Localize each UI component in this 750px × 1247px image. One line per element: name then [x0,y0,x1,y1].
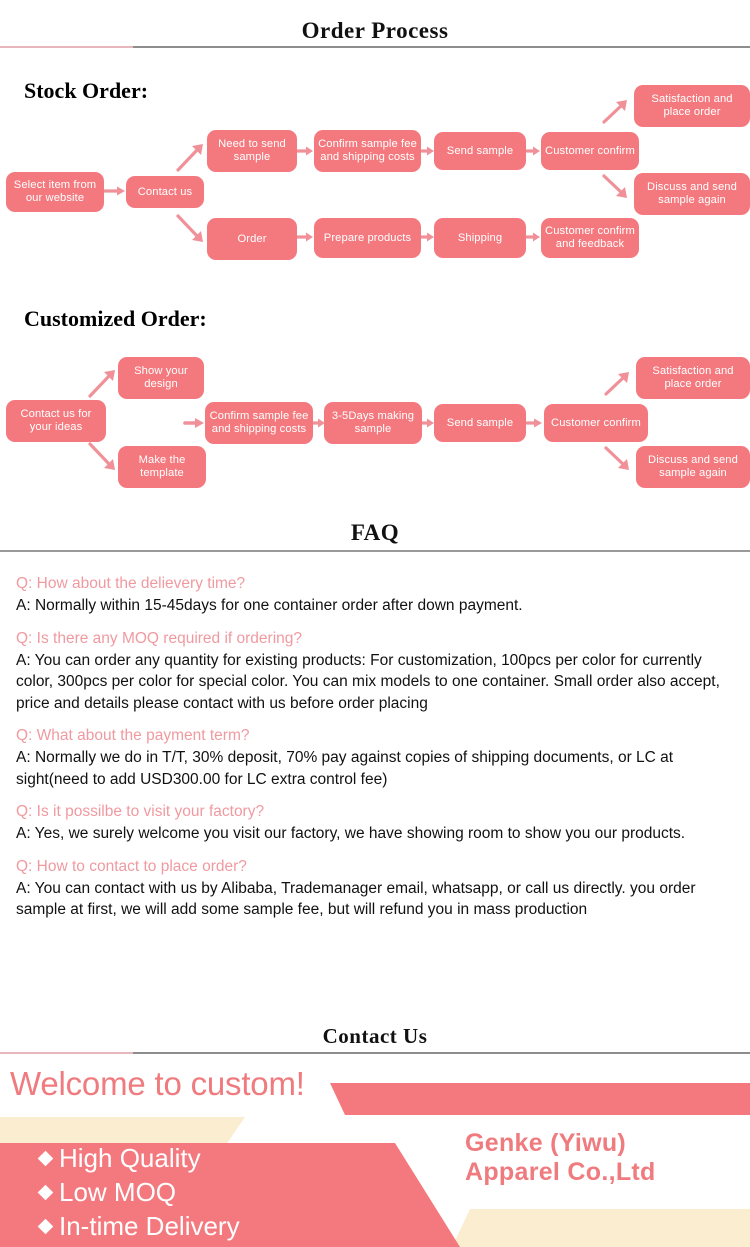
flow-node-customer-confirm: Customer confirm [541,132,639,170]
arrow-right-icon [104,182,128,200]
contact-us-divider [0,1052,750,1054]
banner-bullet-label: High Quality [59,1143,201,1173]
flow-node-prepare-products: Prepare products [314,218,421,258]
diamond-bullet-icon [38,1184,54,1200]
arrow-right-icon [526,229,542,245]
arrow-up-right-icon [602,96,632,126]
flow-node-shipping: Shipping [434,218,526,258]
faq-question: Q: How about the delievery time? [16,575,246,592]
arrow-up-right-icon [176,140,208,174]
flow-node-order: Order [207,218,297,260]
faq-question: Q: Is there any MOQ required if ordering? [16,629,303,647]
faq-question: Q: How to contact to place order? [16,857,247,875]
faq-answer: A: Normally within 15-45days for one container order after down payment. [16,597,523,614]
flow-node-days-making-sample: 3-5Days making sample [324,402,422,444]
faq-question: Q: What about the payment term? [16,727,250,744]
flow-node-satisfaction2: Satisfaction and place order [636,357,750,399]
diamond-bullet-icon [38,1218,54,1234]
banner-bullet-label: Low MOQ [59,1177,177,1207]
faq-divider [0,550,750,552]
arrow-up-right-icon [88,366,120,400]
faq-answer: A: You can order any quantity for existing products: For customization, 100pcs per color for currently color, 300pcs per color for special color. You can mix models to one container. Small order also accept, price and details please contact with us before order placing [16,651,720,712]
company-name-line2: Apparel Co.,Ltd [465,1158,656,1186]
faq-answer: A: Normally we do in T/T, 30% deposit, 70% pay against copies of shipping documents, or LC at sight(need to add USD300.00 for LC extra control fee) [16,749,674,788]
flow-node-need-send-sample: Need to send sample [207,130,297,172]
flow-node-send-sample: Send sample [434,132,526,170]
flow-node-discuss-send-again: Discuss and send sample again [634,173,750,215]
faq-list [16,574,736,933]
stock-order-label: Stock Order: [24,78,149,103]
company-name [465,1129,656,1187]
faq-answer: A: Yes, we surely welcome you visit our factory, we have showing room to show you our products. [16,825,686,842]
bottom-banner [0,1059,750,1247]
arrow-right-icon [421,229,435,245]
faq-header [0,520,750,546]
arrow-down-right-icon [176,212,208,246]
faq-item [16,574,736,617]
banner-bullet-item [40,1209,240,1243]
faq-item [16,802,736,845]
flow-node-contact-ideas: Contact us for your ideas [6,400,106,442]
flow-node-show-design: Show your design [118,357,204,399]
flow-node-customer-confirm2: Customer confirm [544,404,648,442]
banner-bullet-label: In-time Delivery [59,1211,240,1241]
arrow-right-icon [526,415,544,431]
company-name-line1: Genke (Yiwu) [465,1129,627,1157]
flow-node-customer-feedback: Customer confirm and feedback [541,218,639,258]
page-title: Order Process [301,18,449,43]
flow-node-confirm-sample-fee: Confirm sample fee and shipping costs [314,130,421,172]
customized-order-label: Customized Order: [24,306,207,331]
diamond-bullet-icon [38,1150,54,1166]
arrow-right-icon [526,143,542,159]
welcome-headline: Welcome to custom! [10,1065,305,1102]
arrow-down-right-icon [602,172,632,202]
contact-us-title: Contact Us [322,1024,428,1048]
faq-title: FAQ [350,520,400,545]
flow-node-send-sample2: Send sample [434,404,526,442]
flow-node-contact-us: Contact us [126,176,204,208]
flow-node-satisfaction: Satisfaction and place order [634,85,750,127]
faq-answer: A: You can contact with us by Alibaba, Trademanager email, whatsapp, or call us directly. you order sample at first, we will add some sample fee, but will refund you in mass production [16,879,696,918]
faq-question: Q: Is it possilbe to visit your factory? [16,803,265,820]
banner-bullet-item [40,1141,240,1175]
arrow-right-icon [421,415,435,431]
arrow-up-right-icon [604,368,634,398]
arrow-down-right-icon [88,440,120,474]
contact-us-header [0,1024,750,1049]
banner-bullet-item [40,1175,240,1209]
flow-node-make-template: Make the template [118,446,206,488]
arrow-right-icon [421,143,435,159]
arrow-down-right-icon [604,444,634,474]
flow-node-select-item: Select item from our website [6,172,104,212]
faq-item [16,726,736,790]
flow-node-discuss-send-again2: Discuss and send sample again [636,446,750,488]
arrow-right-icon [297,143,315,159]
faq-item [16,857,736,921]
flow-node-confirm-sample-fee2: Confirm sample fee and shipping costs [205,402,313,444]
banner-bullet-list [40,1141,240,1243]
order-process-divider [0,46,750,48]
arrow-right-icon [184,414,206,432]
order-process-header [0,18,750,44]
arrow-right-icon [297,229,315,245]
faq-item [16,629,736,715]
